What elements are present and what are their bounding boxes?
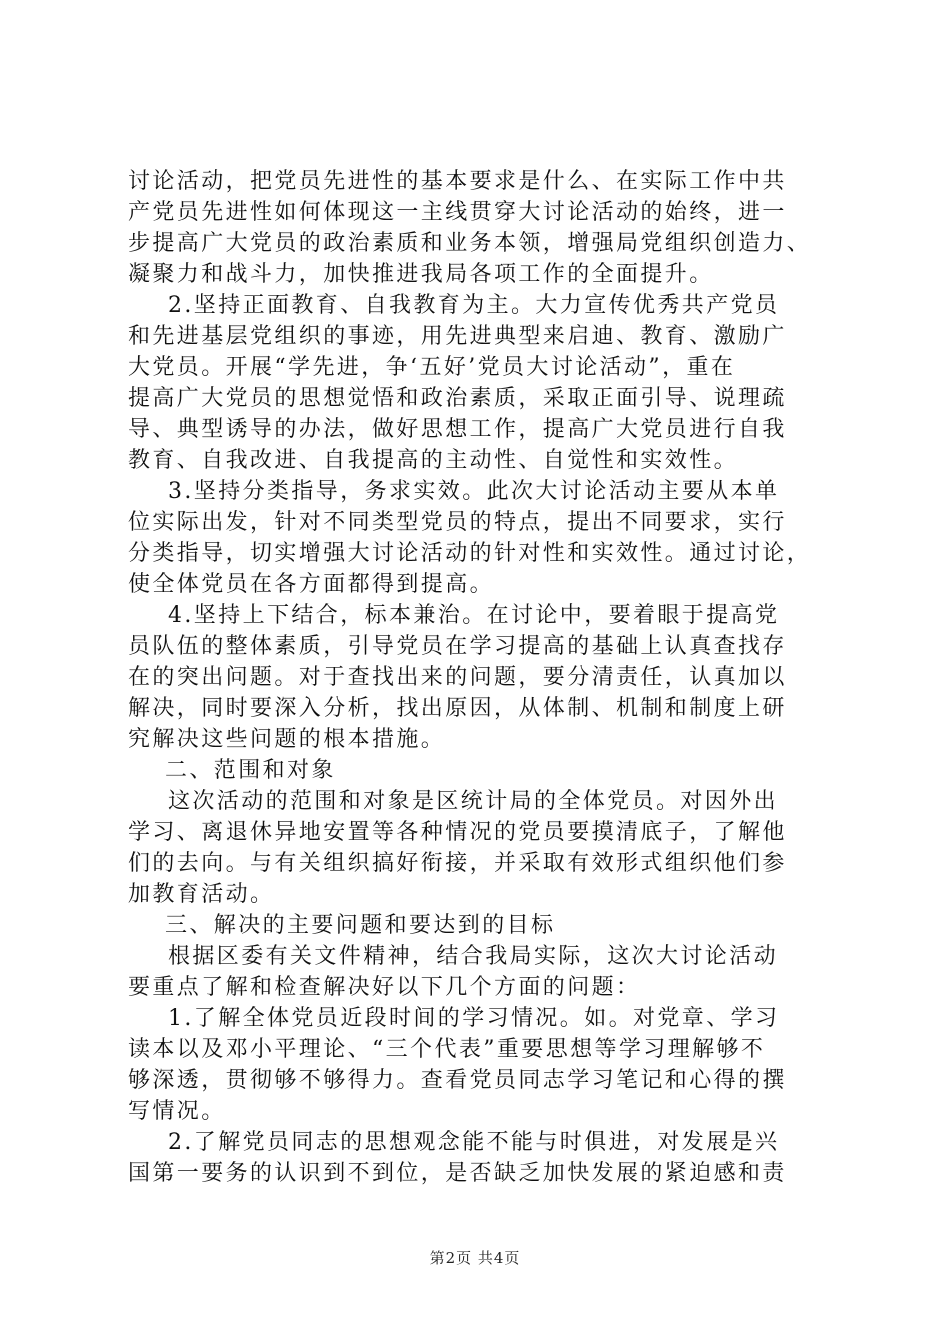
text-line: 写情况。 [128, 1099, 226, 1124]
document-body [128, 166, 840, 1189]
text-line: 和先进基层党组织的事迹，用先进典型来启迪、教育、激励广 [128, 324, 787, 349]
text-line: 加教育活动。 [128, 882, 275, 907]
text-line: 分类指导，切实增强大讨论活动的针对性和实效性。通过讨论， [128, 541, 812, 566]
text-line: 国第一要务的认识到不到位，是否缺乏加快发展的紧迫感和责 [128, 1161, 787, 1186]
section-heading: 三、解决的主要问题和要达到的目标 [165, 913, 556, 938]
text-line: 解决，同时要深入分析，找出原因，从体制、机制和制度上研 [128, 696, 787, 721]
section-heading: 二、范围和对象 [165, 758, 336, 783]
text-line: 要重点了解和检查解决好以下几个方面的问题： [128, 975, 641, 1000]
text-line: 1.了解全体党员近段时间的学习情况。如。对党章、学习 [168, 1006, 780, 1031]
text-line: 大党员。开展“学先进，争‘五好’党员大讨论活动”，重在 [128, 355, 736, 380]
page-footer: 第2页 共4页 [429, 1249, 521, 1267]
text-line: 2.了解党员同志的思想观念能不能与时俱进，对发展是兴 [168, 1130, 780, 1155]
text-line: 提高广大党员的思想觉悟和政治素质，采取正面引导、说理疏 [128, 386, 787, 411]
text-line: 导、典型诱导的办法，做好思想工作，提高广大党员进行自我 [128, 417, 787, 442]
text-line: 位实际出发，针对不同类型党员的特点，提出不同要求，实行 [128, 510, 787, 535]
text-line: 这次活动的范围和对象是区统计局的全体党员。对因外出 [168, 789, 779, 814]
text-line: 们的去向。与有关组织搞好衔接，并采取有效形式组织他们参 [128, 851, 787, 876]
text-line: 在的突出问题。对于查找出来的问题，要分清责任，认真加以 [128, 665, 787, 690]
text-line: 够深透，贯彻够不够得力。查看党员同志学习笔记和心得的撰 [128, 1068, 787, 1093]
text-line: 根据区委有关文件精神，结合我局实际，这次大讨论活动 [168, 944, 779, 969]
text-line: 员队伍的整体素质，引导党员在学习提高的基础上认真查找存 [128, 634, 787, 659]
text-line: 3.坚持分类指导，务求实效。此次大讨论活动主要从本单 [168, 479, 780, 504]
text-line: 凝聚力和战斗力，加快推进我局各项工作的全面提升。 [128, 262, 714, 287]
text-line: 教育、自我改进、自我提高的主动性、自觉性和实效性。 [128, 448, 739, 473]
text-line: 读本以及邓小平理论、“三个代表”重要思想等学习理解够不 [128, 1037, 766, 1062]
text-line: 步提高广大党员的政治素质和业务本领，增强局党组织创造力、 [128, 231, 812, 256]
text-line: 究解决这些问题的根本措施。 [128, 727, 446, 752]
text-line: 产党员先进性如何体现这一主线贯穿大讨论活动的始终，进一 [128, 200, 787, 225]
text-line: 使全体党员在各方面都得到提高。 [128, 572, 495, 597]
text-line: 4.坚持上下结合，标本兼治。在讨论中，要着眼于提高党 [168, 603, 780, 628]
text-line: 学习、离退休异地安置等各种情况的党员要摸清底子，了解他 [128, 820, 787, 845]
text-line: 讨论活动，把党员先进性的基本要求是什么、在实际工作中共 [128, 169, 787, 194]
text-line: 2.坚持正面教育、自我教育为主。大力宣传优秀共产党员 [168, 293, 780, 318]
